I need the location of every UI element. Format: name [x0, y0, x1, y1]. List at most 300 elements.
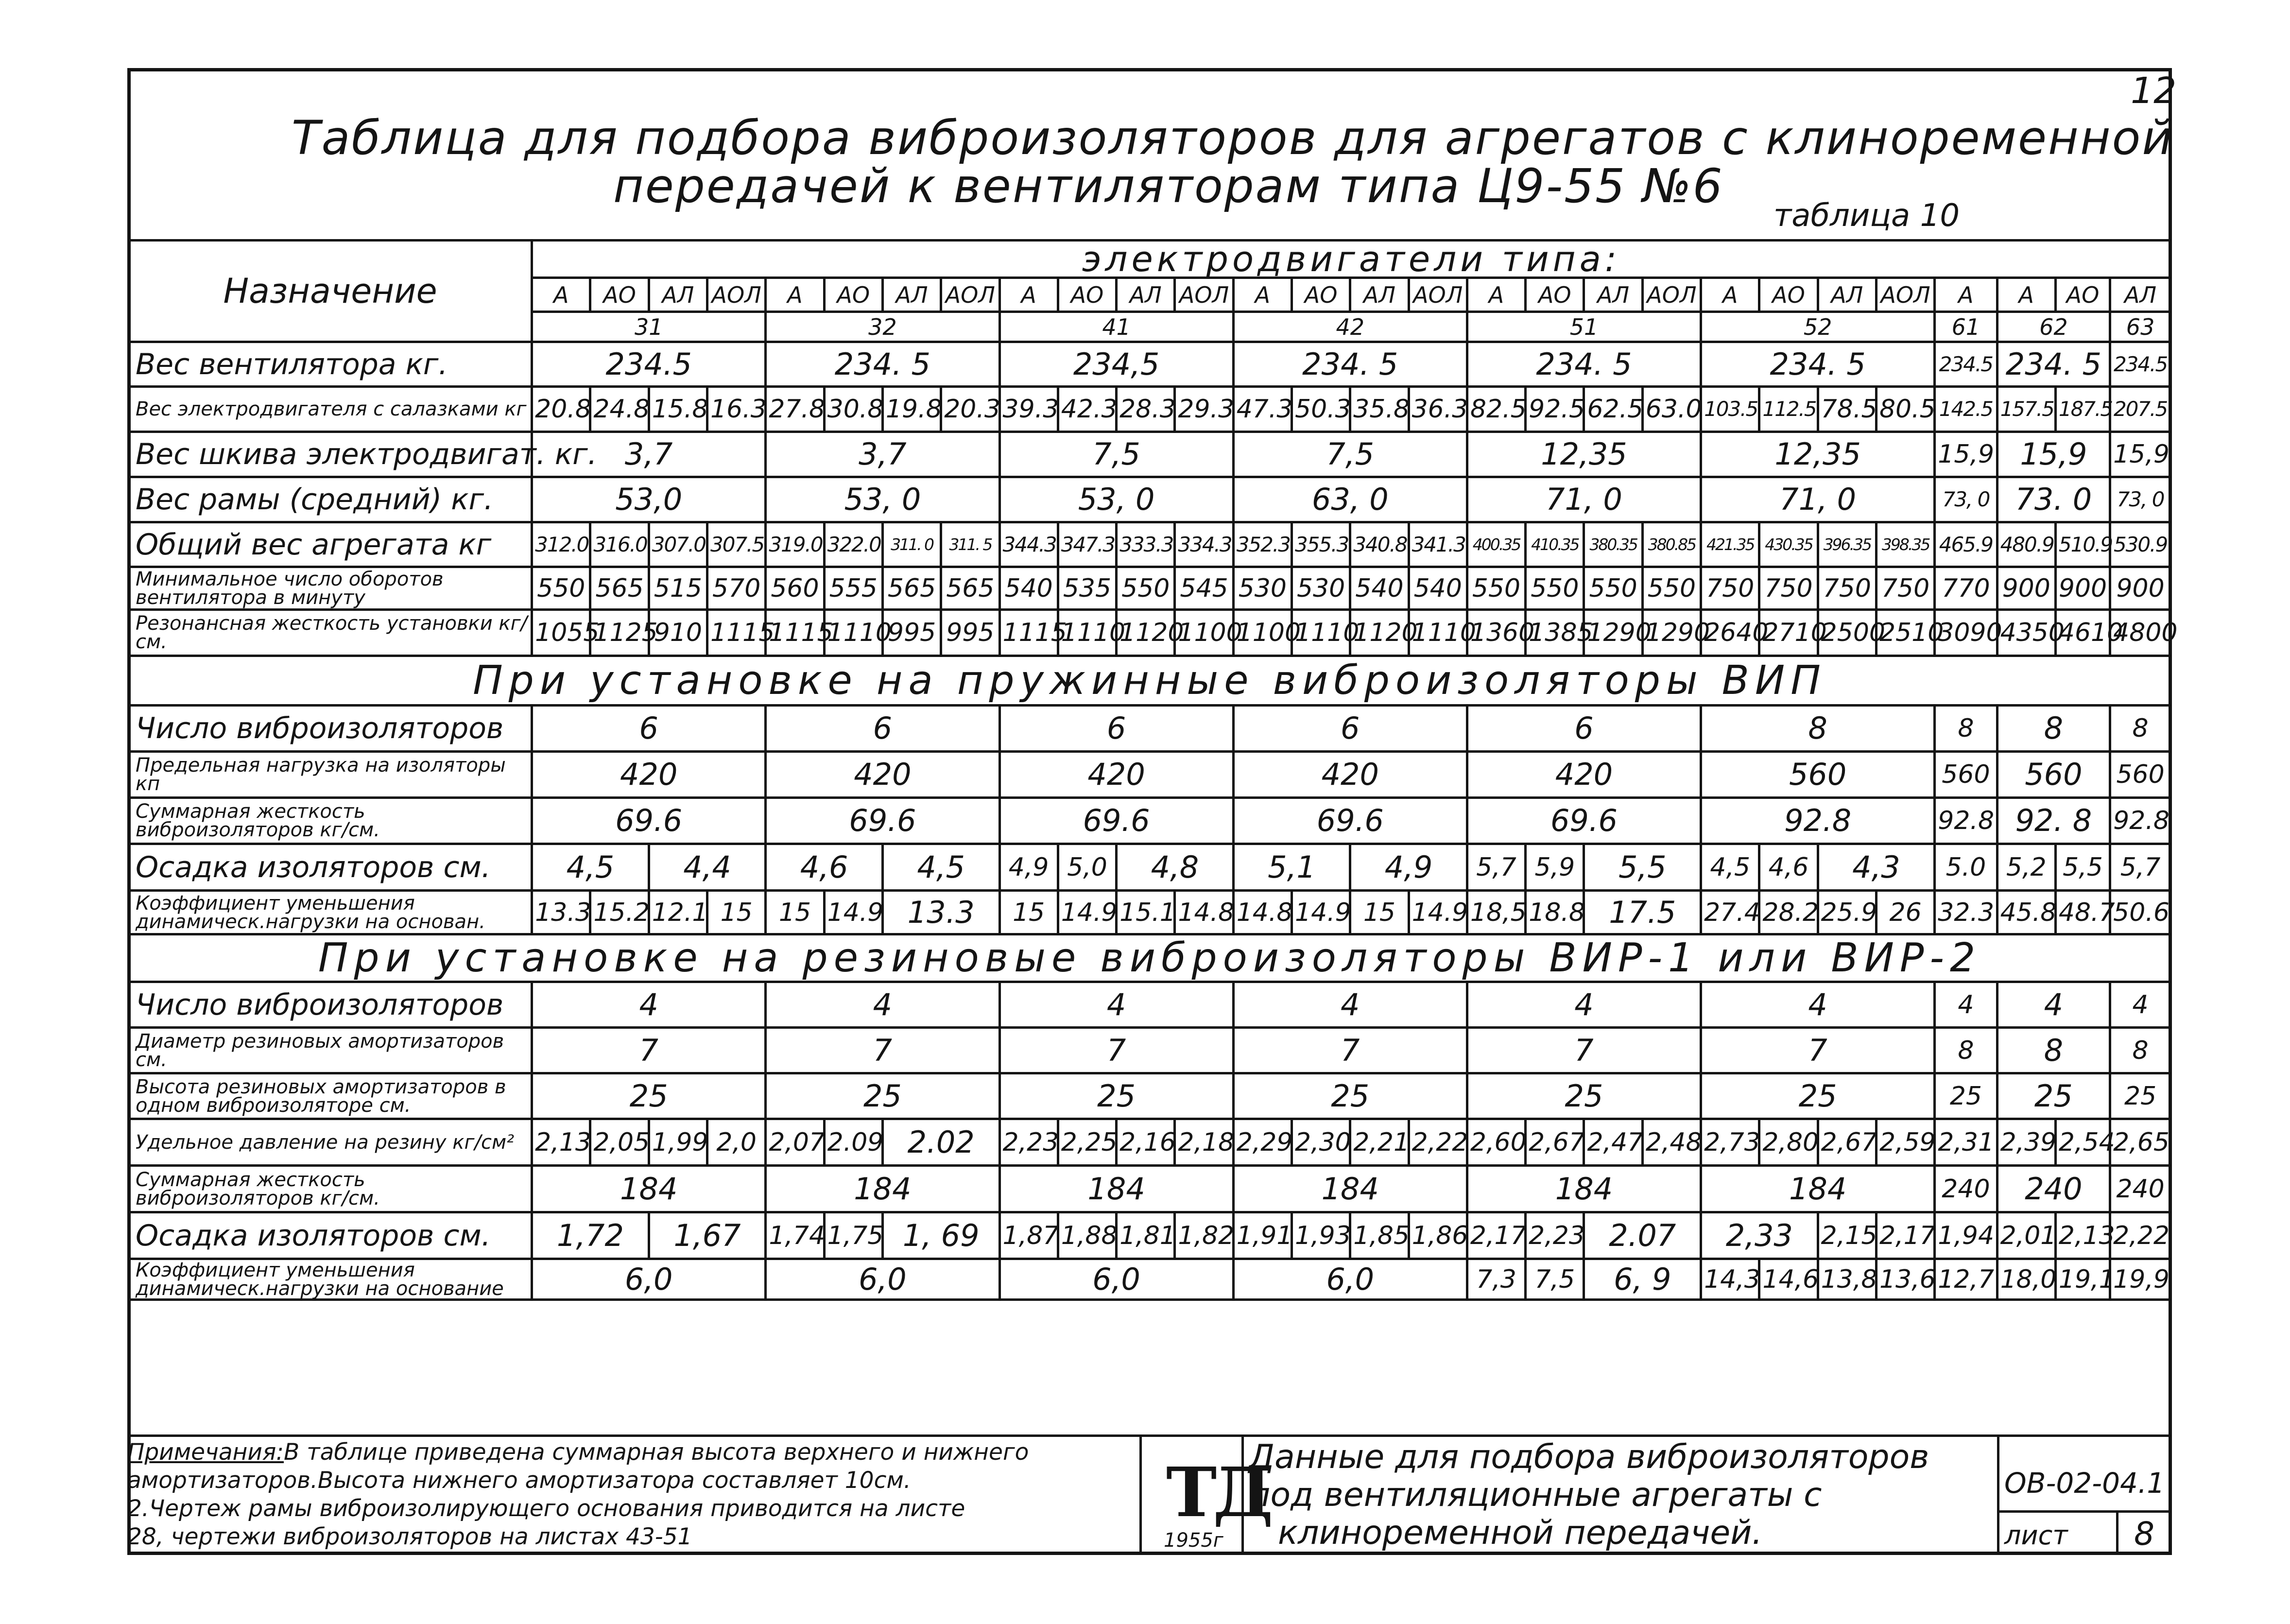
- rows_rubber-cell-1-4: 7: [1467, 1028, 1701, 1073]
- rows_rubber-cell-2-5: 25: [1701, 1073, 1935, 1119]
- rows_rubber-cell-6-3: 6,0: [1233, 1259, 1467, 1300]
- rows_general-row-4: [129, 522, 2171, 567]
- rows_rubber-cell-4-0: 184: [532, 1166, 766, 1212]
- rows_general-cell-5-10: 550: [1117, 567, 1175, 610]
- section-spring-row: [129, 656, 2171, 706]
- rows_general-cell-6-21: 2710: [1759, 610, 1818, 656]
- rows_general-cell-1-2: 15.8: [649, 387, 707, 432]
- rows_spring-label-4: Коэффициент уменьшения динамическ.нагрузки на основан.: [129, 891, 532, 934]
- rows_general-cell-3-8: 73, 0: [2110, 477, 2171, 522]
- rows_rubber-row-1: [129, 1028, 2171, 1073]
- rows_spring-cell-4-23: 45.8: [1997, 891, 2055, 934]
- rows_rubber-cell-5-20: 2,01: [1997, 1212, 2055, 1259]
- rows_spring-cell-4-4: 15: [766, 891, 824, 934]
- rows_general-cell-4-5: 322.0: [824, 522, 882, 567]
- rows_general-cell-5-2: 515: [649, 567, 707, 610]
- motor-subtype-52-3: АОЛ: [1876, 278, 1934, 312]
- rows_general-cell-4-12: 352.3: [1233, 522, 1291, 567]
- rows_rubber-cell-5-5: 1,87: [999, 1212, 1058, 1259]
- rows_rubber-cell-3-15: 2,60: [1467, 1119, 1525, 1166]
- rows_general-cell-1-21: 112.5: [1759, 387, 1818, 432]
- rows_rubber-cell-3-0: 2,13: [532, 1119, 590, 1166]
- rows_spring-cell-1-4: 420: [1467, 752, 1701, 798]
- rows_spring-cell-4-18: 27.4: [1701, 891, 1759, 934]
- rows_general-cell-0-2: 234,5: [999, 342, 1233, 387]
- rows_rubber-cell-3-21: 2,67: [1818, 1119, 1876, 1166]
- rows_spring-label-2: Суммарная жесткость виброизоляторов кг/см.: [129, 798, 532, 844]
- rows_spring-cell-2-4: 69.6: [1467, 798, 1701, 844]
- rows_general-cell-3-5: 71, 0: [1701, 477, 1935, 522]
- rows_general-cell-0-5: 234. 5: [1701, 342, 1935, 387]
- rows_rubber-cell-5-17: 2,15: [1818, 1212, 1876, 1259]
- motor-subtype-41-0: А: [999, 278, 1058, 312]
- rows_general-label-6: Резонансная жесткость установки кг/см.: [129, 610, 532, 656]
- rows_general-cell-5-27: 900: [2110, 567, 2171, 610]
- rows_rubber-cell-5-4: 1, 69: [882, 1212, 999, 1259]
- rows_general-cell-1-4: 27.8: [766, 387, 824, 432]
- rows_rubber-label-5: Осадка изоляторов см.: [129, 1212, 532, 1259]
- rows_rubber-cell-3-7: 2,23: [999, 1119, 1058, 1166]
- rows_general-cell-4-18: 380.35: [1584, 522, 1642, 567]
- rows_general-cell-3-2: 53, 0: [999, 477, 1233, 522]
- rows_spring-cell-1-3: 420: [1233, 752, 1467, 798]
- rows_general-row-5: [129, 567, 2171, 610]
- table-number-label: таблица 10: [1773, 198, 1960, 234]
- rows_general-cell-6-23: 2510: [1876, 610, 1934, 656]
- rows_general-cell-2-0: 3,7: [532, 432, 766, 477]
- rows_spring-cell-3-7: 5,1: [1233, 844, 1350, 891]
- rows_general-cell-3-4: 71, 0: [1467, 477, 1701, 522]
- rows_general-cell-1-19: 63.0: [1642, 387, 1701, 432]
- rows_general-cell-4-7: 311. 5: [941, 522, 999, 567]
- stamp-sheet-number-border: [2116, 1510, 2118, 1555]
- page-title-line-2: передачей к вентиляторам типа Ц9-55 №6: [613, 159, 1724, 213]
- rows_general-cell-6-25: 4350: [1997, 610, 2055, 656]
- rows_rubber-cell-3-22: 2,59: [1876, 1119, 1934, 1166]
- rows_general-cell-2-5: 12,35: [1701, 432, 1935, 477]
- rows_spring-cell-3-16: 5,2: [1997, 844, 2055, 891]
- rows_general-label-4: Общий вес агрегата кг: [129, 522, 532, 567]
- rows_spring-cell-4-9: 15.1: [1117, 891, 1175, 934]
- stamp-desc-line-2: под вентиляционные агрегаты с: [1249, 1476, 1822, 1514]
- rows_rubber-cell-3-3: 2,0: [707, 1119, 766, 1166]
- rows_general-cell-6-15: 1110: [1409, 610, 1467, 656]
- motor-subtype-62-1: АО: [2055, 278, 2110, 312]
- rows_rubber-cell-3-17: 2,47: [1584, 1119, 1642, 1166]
- rows_spring-cell-4-0: 13.3: [532, 891, 590, 934]
- motor-subtype-31-2: АЛ: [649, 278, 707, 312]
- rows_general-cell-4-21: 430.35: [1759, 522, 1818, 567]
- rows_rubber-cell-5-2: 1,74: [766, 1212, 824, 1259]
- rows_general-cell-1-17: 92.5: [1526, 387, 1584, 432]
- rows_spring-cell-3-13: 4,6: [1759, 844, 1818, 891]
- rows_general-cell-5-17: 550: [1526, 567, 1584, 610]
- rows_general-cell-4-17: 410.35: [1526, 522, 1584, 567]
- note-line-3: 2.Чертеж рамы виброизолирующего основания приводится на листе: [127, 1495, 965, 1522]
- section-rubber-row: [129, 934, 2171, 982]
- rows_spring-cell-3-17: 5,5: [2055, 844, 2110, 891]
- rows_rubber-cell-5-12: 1,86: [1409, 1212, 1467, 1259]
- rows_general-cell-4-8: 344.3: [999, 522, 1058, 567]
- rows_general-cell-6-3: 1115: [707, 610, 766, 656]
- stamp-left-border: [1139, 1434, 1142, 1555]
- rows_general-cell-6-5: 1110: [824, 610, 882, 656]
- motor-group-31: 31: [532, 312, 766, 342]
- motor-group-42: 42: [1233, 312, 1467, 342]
- rows_general-cell-2-4: 12,35: [1467, 432, 1701, 477]
- rows_rubber-cell-5-9: 1,91: [1233, 1212, 1291, 1259]
- rows_general-cell-5-9: 535: [1058, 567, 1116, 610]
- rows_general-cell-5-1: 565: [590, 567, 649, 610]
- rows_spring-cell-2-0: 69.6: [532, 798, 766, 844]
- notes-heading: Примечания:: [127, 1439, 284, 1466]
- rows_general-cell-5-12: 530: [1233, 567, 1291, 610]
- motor-subtype-51-2: АЛ: [1584, 278, 1642, 312]
- rows_rubber-cell-6-14: 19,9: [2110, 1259, 2171, 1300]
- rows_spring-row-0: [129, 706, 2171, 752]
- rows_rubber-cell-6-6: 6, 9: [1584, 1259, 1701, 1300]
- rows_general-cell-6-7: 995: [941, 610, 999, 656]
- rows_general-cell-4-6: 311. 0: [882, 522, 941, 567]
- footer-divider: [127, 1434, 2172, 1437]
- rows_general-cell-6-18: 1290: [1584, 610, 1642, 656]
- rows_general-cell-6-13: 1110: [1291, 610, 1350, 656]
- rows_general-cell-4-1: 316.0: [590, 522, 649, 567]
- rows_spring-cell-4-20: 25.9: [1818, 891, 1876, 934]
- note-line-4: 28, чертежи виброизоляторов на листах 43-51: [127, 1523, 692, 1550]
- rows_general-cell-6-1: 1125: [590, 610, 649, 656]
- rows_rubber-cell-1-3: 7: [1233, 1028, 1467, 1073]
- rows_general-cell-2-2: 7,5: [999, 432, 1233, 477]
- vibration-isolator-table: [127, 239, 2178, 1301]
- rows_general-cell-4-0: 312.0: [532, 522, 590, 567]
- rows_rubber-cell-6-1: 6,0: [766, 1259, 999, 1300]
- stamp-desc-line-3: клиноременной передачей.: [1278, 1514, 1763, 1552]
- institute-logo: ТД: [1166, 1453, 1270, 1533]
- rows_rubber-cell-3-9: 2,16: [1117, 1119, 1175, 1166]
- rows_spring-label-3: Осадка изоляторов см.: [129, 844, 532, 891]
- rows_general-label-0: Вес вентилятора кг.: [129, 342, 532, 387]
- rows_general-cell-5-4: 560: [766, 567, 824, 610]
- rows_rubber-cell-2-7: 25: [1997, 1073, 2110, 1119]
- rows_rubber-row-3: [129, 1119, 2171, 1166]
- rows_rubber-cell-5-19: 1,94: [1935, 1212, 1997, 1259]
- rows_spring-cell-3-0: 4,5: [532, 844, 649, 891]
- rows_general-cell-3-7: 73. 0: [1997, 477, 2110, 522]
- rows_rubber-cell-5-8: 1,82: [1175, 1212, 1233, 1259]
- rows_general-cell-4-19: 380.85: [1642, 522, 1701, 567]
- rows_general-cell-4-25: 480.9: [1997, 522, 2055, 567]
- rows_general-cell-5-23: 750: [1876, 567, 1934, 610]
- rows_general-cell-1-5: 30.8: [824, 387, 882, 432]
- rows_rubber-cell-6-8: 14,6: [1759, 1259, 1818, 1300]
- rows_rubber-cell-0-0: 4: [532, 982, 766, 1028]
- rows_rubber-cell-2-6: 25: [1935, 1073, 1997, 1119]
- rows_spring-cell-0-4: 6: [1467, 706, 1701, 752]
- rows_general-cell-5-19: 550: [1642, 567, 1701, 610]
- rows_spring-cell-2-3: 69.6: [1233, 798, 1467, 844]
- rows_spring-cell-0-2: 6: [999, 706, 1233, 752]
- notes-block: [127, 1438, 1138, 1551]
- motor-subtype-31-1: АО: [590, 278, 649, 312]
- rows_general-cell-5-20: 750: [1701, 567, 1759, 610]
- motor-subtype-52-1: АО: [1759, 278, 1818, 312]
- rows_rubber-cell-6-4: 7,3: [1467, 1259, 1525, 1300]
- rows_spring-cell-4-22: 32.3: [1935, 891, 1997, 934]
- rows_general-cell-2-3: 7,5: [1233, 432, 1467, 477]
- rows_spring-cell-4-10: 14.8: [1175, 891, 1233, 934]
- rows_general-cell-6-20: 2640: [1701, 610, 1759, 656]
- rows_rubber-cell-5-14: 2,23: [1526, 1212, 1584, 1259]
- rows_general-cell-6-10: 1120: [1117, 610, 1175, 656]
- rows_general-cell-2-8: 15,9: [2110, 432, 2171, 477]
- rows_spring-cell-0-7: 8: [1997, 706, 2110, 752]
- rows_general-cell-5-0: 550: [532, 567, 590, 610]
- rows_general-cell-1-27: 207.5: [2110, 387, 2171, 432]
- motor-subtype-41-3: АОЛ: [1175, 278, 1233, 312]
- rows_general-cell-1-10: 28.3: [1117, 387, 1175, 432]
- rows_general-cell-3-0: 53,0: [532, 477, 766, 522]
- rows_general-cell-2-6: 15,9: [1935, 432, 1997, 477]
- rows_spring-cell-0-3: 6: [1233, 706, 1467, 752]
- rows_general-cell-1-26: 187.5: [2055, 387, 2110, 432]
- stamp-description: [1249, 1438, 1929, 1552]
- rows_rubber-cell-5-10: 1,93: [1291, 1212, 1350, 1259]
- rows_general-cell-0-8: 234.5: [2110, 342, 2171, 387]
- motor-subtype-32-3: АОЛ: [941, 278, 999, 312]
- rows_general-cell-0-6: 234.5: [1935, 342, 1997, 387]
- rows_rubber-cell-5-3: 1,75: [824, 1212, 882, 1259]
- rows_rubber-cell-1-1: 7: [766, 1028, 999, 1073]
- rows_general-cell-1-20: 103.5: [1701, 387, 1759, 432]
- rows_general-row-0: [129, 342, 2171, 387]
- rows_rubber-label-0: Число виброизоляторов: [129, 982, 532, 1028]
- rows_rubber-row-2: [129, 1073, 2171, 1119]
- rows_rubber-cell-2-3: 25: [1233, 1073, 1467, 1119]
- rows_rubber-cell-0-1: 4: [766, 982, 999, 1028]
- motor-subtype-62-0: А: [1997, 278, 2055, 312]
- rows_general-cell-4-26: 510.9: [2055, 522, 2110, 567]
- rows_rubber-cell-4-5: 184: [1701, 1166, 1935, 1212]
- stamp-right-border: [1997, 1434, 1999, 1555]
- rows_spring-cell-3-18: 5,7: [2110, 844, 2171, 891]
- rows_general-cell-5-24: 770: [1935, 567, 1997, 610]
- rows_spring-cell-3-14: 4,3: [1818, 844, 1935, 891]
- rows_general-cell-4-16: 400.35: [1467, 522, 1525, 567]
- motor-subtype-51-1: АО: [1526, 278, 1584, 312]
- rows_spring-cell-4-24: 48.7: [2055, 891, 2110, 934]
- rows_general-label-3: Вес рамы (средний) кг.: [129, 477, 532, 522]
- rows_spring-row-3: [129, 844, 2171, 891]
- note-line-1: В таблице приведена суммарная высота верхнего и нижнего: [284, 1439, 1029, 1466]
- rows_rubber-row-0: [129, 982, 2171, 1028]
- rows_spring-cell-2-2: 69.6: [999, 798, 1233, 844]
- rows_rubber-cell-1-0: 7: [532, 1028, 766, 1073]
- rows_spring-cell-1-2: 420: [999, 752, 1233, 798]
- rows_rubber-cell-6-12: 18,0: [1997, 1259, 2055, 1300]
- rows_general-cell-6-17: 1385: [1526, 610, 1584, 656]
- rows_rubber-cell-3-16: 2,67: [1526, 1119, 1584, 1166]
- rows_rubber-cell-6-10: 13,6: [1876, 1259, 1934, 1300]
- rows_rubber-cell-6-11: 12,7: [1935, 1259, 1997, 1300]
- rows_rubber-cell-0-8: 4: [2110, 982, 2171, 1028]
- rows_general-cell-4-10: 333.3: [1117, 522, 1175, 567]
- rows_general-cell-5-15: 540: [1409, 567, 1467, 610]
- rows_rubber-cell-3-25: 2,54: [2055, 1119, 2110, 1166]
- rows_general-cell-3-3: 63, 0: [1233, 477, 1467, 522]
- rows_general-cell-5-14: 540: [1350, 567, 1409, 610]
- motor-subtype-42-0: А: [1233, 278, 1291, 312]
- rows_general-cell-6-26: 4610: [2055, 610, 2110, 656]
- rows_general-cell-1-11: 29.3: [1175, 387, 1233, 432]
- rows_spring-cell-4-17: 17.5: [1584, 891, 1701, 934]
- rows_rubber-label-1: Диаметр резиновых амортизаторов см.: [129, 1028, 532, 1073]
- rows_general-cell-4-20: 421.35: [1701, 522, 1759, 567]
- rows_general-cell-6-4: 1115: [766, 610, 824, 656]
- rows_spring-cell-4-1: 15.2: [590, 891, 649, 934]
- motor-subtype-42-2: АЛ: [1350, 278, 1409, 312]
- rows_general-cell-4-14: 340.8: [1350, 522, 1409, 567]
- rows_general-cell-6-22: 2500: [1818, 610, 1876, 656]
- rows_rubber-cell-3-1: 2,05: [590, 1119, 649, 1166]
- rows_general-cell-5-21: 750: [1759, 567, 1818, 610]
- rows_general-cell-4-4: 319.0: [766, 522, 824, 567]
- rows_spring-cell-3-9: 5,7: [1467, 844, 1525, 891]
- rows_spring-cell-0-5: 8: [1701, 706, 1935, 752]
- rows_general-cell-1-3: 16.3: [707, 387, 766, 432]
- rows_general-cell-4-9: 347.3: [1058, 522, 1116, 567]
- rows_rubber-cell-1-6: 8: [1935, 1028, 1997, 1073]
- rows_general-cell-3-1: 53, 0: [766, 477, 999, 522]
- rows_rubber-cell-2-8: 25: [2110, 1073, 2171, 1119]
- rows_general-cell-1-1: 24.8: [590, 387, 649, 432]
- motor-subtype-52-0: А: [1701, 278, 1759, 312]
- rows_rubber-cell-5-13: 2,17: [1467, 1212, 1525, 1259]
- rows_general-cell-1-13: 50.3: [1291, 387, 1350, 432]
- motor-group-63: 63: [2110, 312, 2171, 342]
- rows_spring-cell-1-8: 560: [2110, 752, 2171, 798]
- rows_spring-cell-2-1: 69.6: [766, 798, 999, 844]
- rows_rubber-cell-0-3: 4: [1233, 982, 1467, 1028]
- motor-subtype-31-0: А: [532, 278, 590, 312]
- rows_rubber-cell-5-0: 1,72: [532, 1212, 649, 1259]
- rows_general-cell-1-24: 142.5: [1935, 387, 1997, 432]
- rows_general-cell-1-7: 20.3: [941, 387, 999, 432]
- rows_rubber-row-4: [129, 1166, 2171, 1212]
- rows_rubber-cell-3-11: 2,29: [1233, 1119, 1291, 1166]
- motor-subtype-32-2: АЛ: [882, 278, 941, 312]
- sheet-label: лист: [2004, 1520, 2068, 1551]
- rows_general-cell-6-11: 1100: [1175, 610, 1233, 656]
- motor-group-61: 61: [1935, 312, 1997, 342]
- rows_rubber-cell-6-0: 6,0: [532, 1259, 766, 1300]
- rows_rubber-cell-3-26: 2,65: [2110, 1119, 2171, 1166]
- rows_general-cell-4-2: 307.0: [649, 522, 707, 567]
- rows_general-cell-5-8: 540: [999, 567, 1058, 610]
- rows_general-cell-3-6: 73, 0: [1935, 477, 1997, 522]
- rows_general-cell-6-0: 1055: [532, 610, 590, 656]
- rows_rubber-label-2: Высота резиновых амортизаторов в одном виброизоляторе см.: [129, 1073, 532, 1119]
- rows_rubber-cell-1-8: 8: [2110, 1028, 2171, 1073]
- rows_rubber-label-4: Суммарная жесткость виброизоляторов кг/см.: [129, 1166, 532, 1212]
- rows_rubber-cell-3-12: 2,30: [1291, 1119, 1350, 1166]
- rows_spring-cell-4-7: 15: [999, 891, 1058, 934]
- stamp-sheet-divider: [1997, 1510, 2172, 1513]
- rows_spring-row-4: [129, 891, 2171, 934]
- rows_general-cell-0-7: 234. 5: [1997, 342, 2110, 387]
- rows_spring-cell-0-8: 8: [2110, 706, 2171, 752]
- rows_general-cell-1-9: 42.3: [1058, 387, 1116, 432]
- rows_spring-cell-3-1: 4,4: [649, 844, 766, 891]
- rows_general-cell-6-12: 1100: [1233, 610, 1291, 656]
- rows_general-cell-4-22: 396.35: [1818, 522, 1876, 567]
- rows_general-cell-6-9: 1110: [1058, 610, 1116, 656]
- rows_rubber-cell-2-1: 25: [766, 1073, 999, 1119]
- rows_rubber-cell-3-4: 2,07: [766, 1119, 824, 1166]
- motor-types-header: электродвигатели типа:: [532, 241, 2171, 278]
- motor-subtype-51-0: А: [1467, 278, 1525, 312]
- sheet-number: 8: [2134, 1515, 2154, 1553]
- rows_spring-cell-2-8: 92.8: [2110, 798, 2171, 844]
- rows_general-row-3: [129, 477, 2171, 522]
- rows_spring-cell-3-12: 4,5: [1701, 844, 1759, 891]
- rows_rubber-row-6: [129, 1259, 2171, 1300]
- rows_spring-cell-1-1: 420: [766, 752, 999, 798]
- rows_general-cell-0-4: 234. 5: [1467, 342, 1701, 387]
- rows_general-cell-6-2: 910: [649, 610, 707, 656]
- rows_general-cell-1-0: 20.8: [532, 387, 590, 432]
- rows_general-cell-5-16: 550: [1467, 567, 1525, 610]
- rows_rubber-cell-5-16: 2,33: [1701, 1212, 1818, 1259]
- rows_spring-cell-4-13: 15: [1350, 891, 1409, 934]
- rows_rubber-cell-4-3: 184: [1233, 1166, 1467, 1212]
- page-number: 12: [2131, 70, 2177, 112]
- rows_spring-cell-1-0: 420: [532, 752, 766, 798]
- rows_rubber-cell-4-7: 240: [1997, 1166, 2110, 1212]
- rows_rubber-cell-0-6: 4: [1935, 982, 1997, 1028]
- rows_spring-cell-3-5: 5,0: [1058, 844, 1116, 891]
- rows_rubber-cell-2-0: 25: [532, 1073, 766, 1119]
- rows_rubber-cell-1-5: 7: [1701, 1028, 1935, 1073]
- motor-subtype-61-0: А: [1935, 278, 1997, 312]
- rows_general-row-2: [129, 432, 2171, 477]
- rows_general-cell-5-22: 750: [1818, 567, 1876, 610]
- rows_rubber-cell-6-13: 19,1: [2055, 1259, 2110, 1300]
- rows_rubber-cell-3-13: 2,21: [1350, 1119, 1409, 1166]
- rows_spring-cell-3-2: 4,6: [766, 844, 883, 891]
- rows_rubber-cell-4-4: 184: [1467, 1166, 1701, 1212]
- rows_general-cell-5-18: 550: [1584, 567, 1642, 610]
- rows_general-cell-4-24: 465.9: [1935, 522, 1997, 567]
- motor-subtype-52-2: АЛ: [1818, 278, 1876, 312]
- rows_general-cell-6-24: 3090: [1935, 610, 1997, 656]
- rows_spring-cell-3-8: 4,9: [1350, 844, 1467, 891]
- rows_rubber-cell-3-6: 2.02: [882, 1119, 999, 1166]
- rows_spring-label-1: Предельная нагрузка на изоляторы кп: [129, 752, 532, 798]
- rows_spring-cell-4-8: 14.9: [1058, 891, 1116, 934]
- rows_general-cell-1-6: 19.8: [882, 387, 941, 432]
- rows_general-cell-5-25: 900: [1997, 567, 2055, 610]
- rows_spring-cell-2-5: 92.8: [1701, 798, 1935, 844]
- rows_general-cell-0-0: 234.5: [532, 342, 766, 387]
- column-header-naznachenie: Назначение: [129, 241, 532, 342]
- page-title-line-1: Таблица для подбора виброизоляторов для агрегатов с клиноременной: [292, 111, 2174, 165]
- rows_general-cell-4-27: 530.9: [2110, 522, 2171, 567]
- motor-subtype-32-1: АО: [824, 278, 882, 312]
- rows_general-label-1: Вес электродвигателя с салазками кг: [129, 387, 532, 432]
- rows_spring-cell-0-0: 6: [532, 706, 766, 752]
- drawing-code: ОВ-02-04.1: [2004, 1467, 2165, 1500]
